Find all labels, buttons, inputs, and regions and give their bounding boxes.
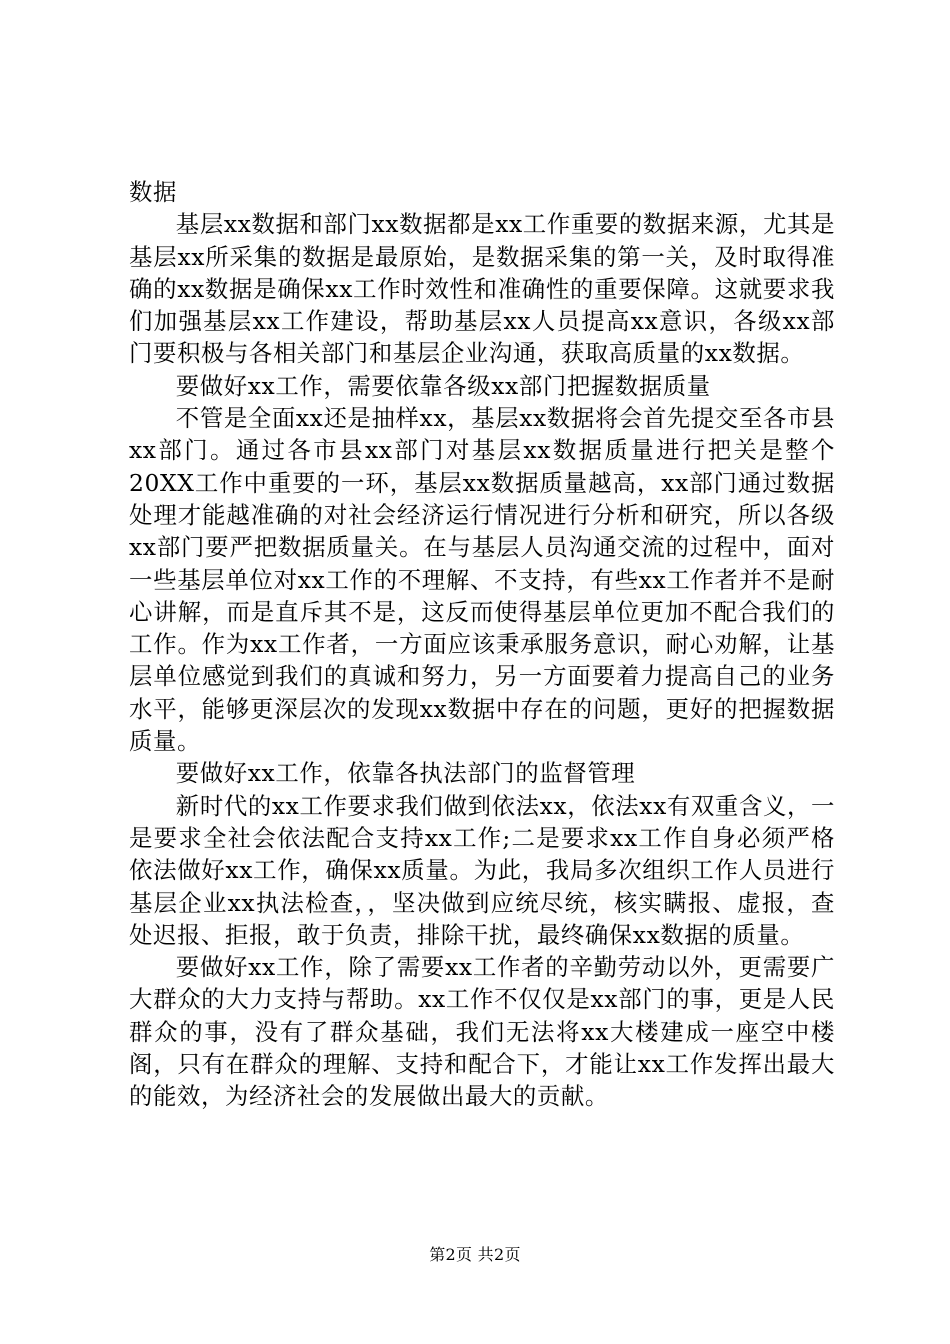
paragraph-1: 数据 [129, 178, 177, 206]
paragraph-4: 新时代的xx工作要求我们做到依法xx，依法xx有双重含义，一是要求全社会依法配合支持xx工作;二是要求xx工作自身必须严格依法做好xx工作，确保xx质量。为此，我局多次组织工作人员进行基层企业xx执法检查，，坚决做到应统尽统，核实瞒报、虚报，查处迟报、拒报，敢于负责，排除干扰，最终确保xx数据的质量。 [129, 791, 835, 949]
page-footer [0, 1244, 950, 1266]
document-body [129, 176, 835, 1113]
page-number-label: 第2页 共2页 [429, 1245, 521, 1264]
paragraph-3: 不管是全面xx还是抽样xx，基层xx数据将会首先提交至各市县xx部门。通过各市县xx部门对基层xx数据质量进行把关是整个20XX工作中重要的一环，基层xx数据质量越高，xx部门通过数据处理才能越准确的对社会经济运行情况进行分析和研究，所以各级xx部门要严把数据质量关。在与基层人员沟通交流的过程中，面对一些基层单位对xx工作的不理解、不支持，有些xx工作者并不是耐心讲解，而是直斥其不是，这反而使得基层单位更加不配合我们的工作。作为xx工作者，一方面应该秉承服务意识，耐心劝解，让基层单位感觉到我们的真诚和努力，另一方面要着力提高自己的业务水平，能够更深层次的发现xx数据中存在的问题，更好的把握数据质量。 [129, 404, 835, 756]
section-heading-1: 要做好xx工作，需要依靠各级xx部门把握数据质量 [175, 371, 711, 400]
paragraph-5: 要做好xx工作，除了需要xx工作者的辛勤劳动以外，更需要广大群众的大力支持与帮助。xx工作不仅仅是xx部门的事，更是人民群众的事，没有了群众基础，我们无法将xx大楼建成一座空中楼阁，只有在群众的理解、支持和配合下，才能让xx工作发挥出最大的能效，为经济社会的发展做出最大的贡献。 [129, 953, 835, 1111]
section-heading-2: 要做好xx工作，依靠各执法部门的监督管理 [175, 759, 636, 788]
paragraph-2: 基层xx数据和部门xx数据都是xx工作重要的数据来源，尤其是基层xx所采集的数据是最原始，是数据采集的第一关，及时取得准确的xx数据是确保xx工作时效性和准确性的重要保障。这就要求我们加强基层xx工作建设，帮助基层xx人员提高xx意识，各级xx部门要积极与各相关部门和基层企业沟通，获取高质量的xx数据。 [129, 210, 835, 368]
